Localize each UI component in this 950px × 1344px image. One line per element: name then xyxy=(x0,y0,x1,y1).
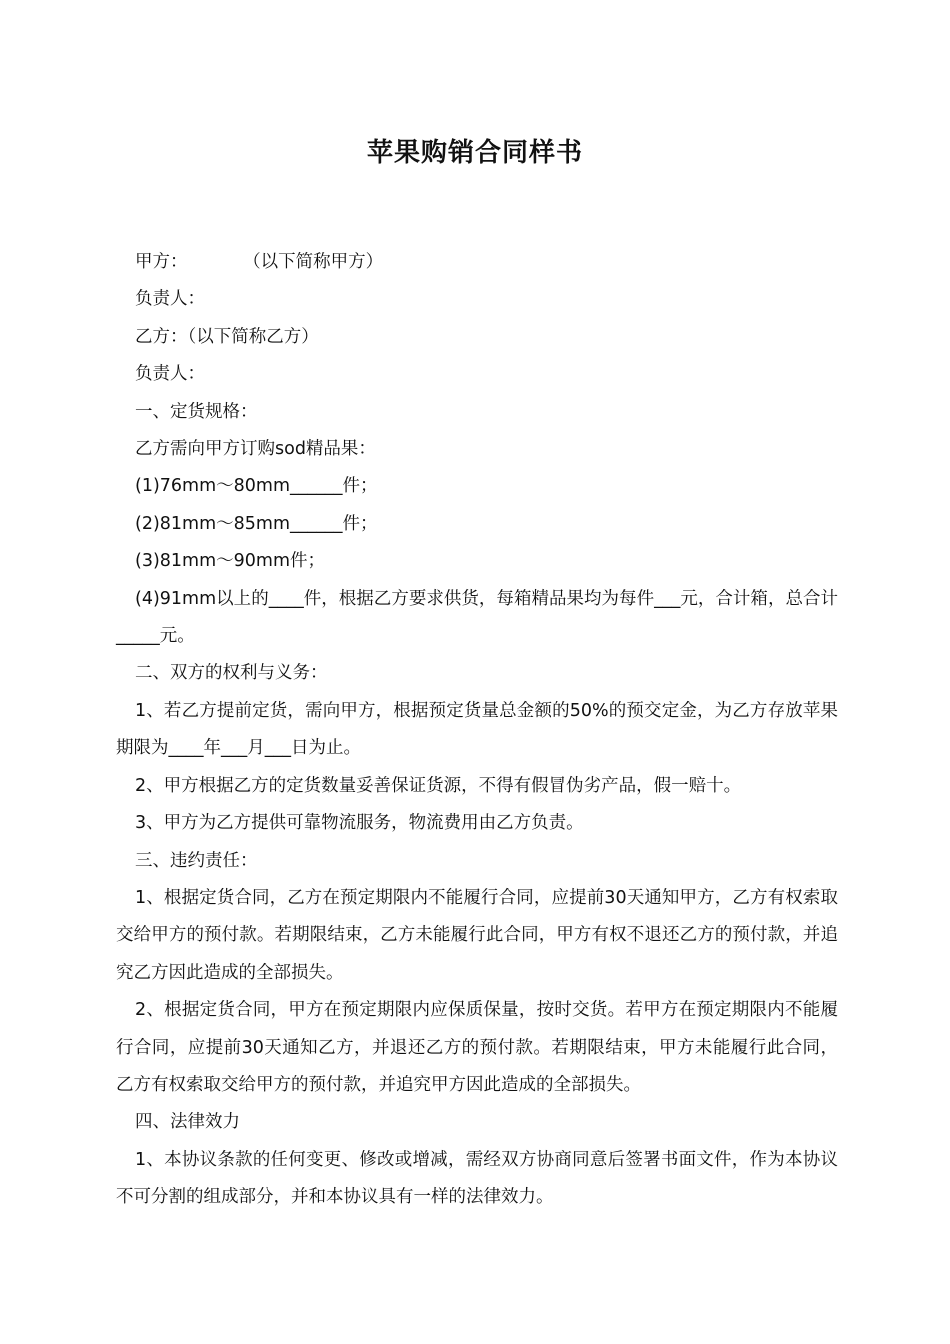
clause: 1、根据定货合同，乙方在预定期限内不能履行合同，应提前30天通知甲方，乙方有权索取交给甲方的预付款。若期限结束，乙方未能履行此合同，甲方有权不退还乙方的预付款，并追究乙方因此造成的全部损失。 xyxy=(116,887,838,983)
party-b-line: 乙方：（以下简称乙方） xyxy=(135,326,319,347)
clause: 2、甲方根据乙方的定货数量妥善保证货源，不得有假冒伪劣产品，假一赔十。 xyxy=(135,775,742,796)
document-body xyxy=(116,244,838,1217)
section-heading-specs: 一、定货规格： xyxy=(135,401,258,422)
paragraph: 乙方需向甲方订购sod精品果： xyxy=(135,439,376,460)
clause: 2、根据定货合同，甲方在预定期限内应保质保量，按时交货。若甲方在预定期限内不能履行合同，应提前30天通知乙方，并退还乙方的预付款。若期限结束，甲方未能履行此合同，乙方有权索取交给甲方的预付款，并追究甲方因此造成的全部损失。 xyxy=(116,1000,838,1095)
party-a-representative: 负责人： xyxy=(135,289,205,310)
clause: 1、若乙方提前定货，需向甲方，根据预定货量总金额的50%的预交定金，为乙方存放苹果期限为____年___月___日为止。 xyxy=(116,700,838,759)
section-heading-legal: 四、法律效力 xyxy=(135,1112,240,1133)
clause: 3、甲方为乙方提供可靠物流服务，物流费用由乙方负责。 xyxy=(135,813,584,834)
section-heading-rights: 二、双方的权利与义务： xyxy=(135,663,328,684)
spec-item: (4)91mm以上的____件，根据乙方要求供货，每箱精品果均为每件___元，合计箱，总合计_____元。 xyxy=(116,588,838,647)
spec-item: (3)81mm～90mm件； xyxy=(135,551,326,572)
spec-item: (1)76mm～80mm______件； xyxy=(135,476,378,497)
document-title: 苹果购销合同样书 xyxy=(366,138,583,168)
section-heading-breach: 三、违约责任： xyxy=(135,850,258,871)
clause: 1、本协议条款的任何变更、修改或增减，需经双方协商同意后签署书面文件，作为本协议不可分割的组成部分，并和本协议具有一样的法律效力。 xyxy=(116,1149,838,1208)
party-a-line: 甲方： （以下简称甲方） xyxy=(135,252,384,272)
party-b-representative: 负责人： xyxy=(135,364,205,385)
spec-item: (2)81mm～85mm______件； xyxy=(135,513,378,534)
